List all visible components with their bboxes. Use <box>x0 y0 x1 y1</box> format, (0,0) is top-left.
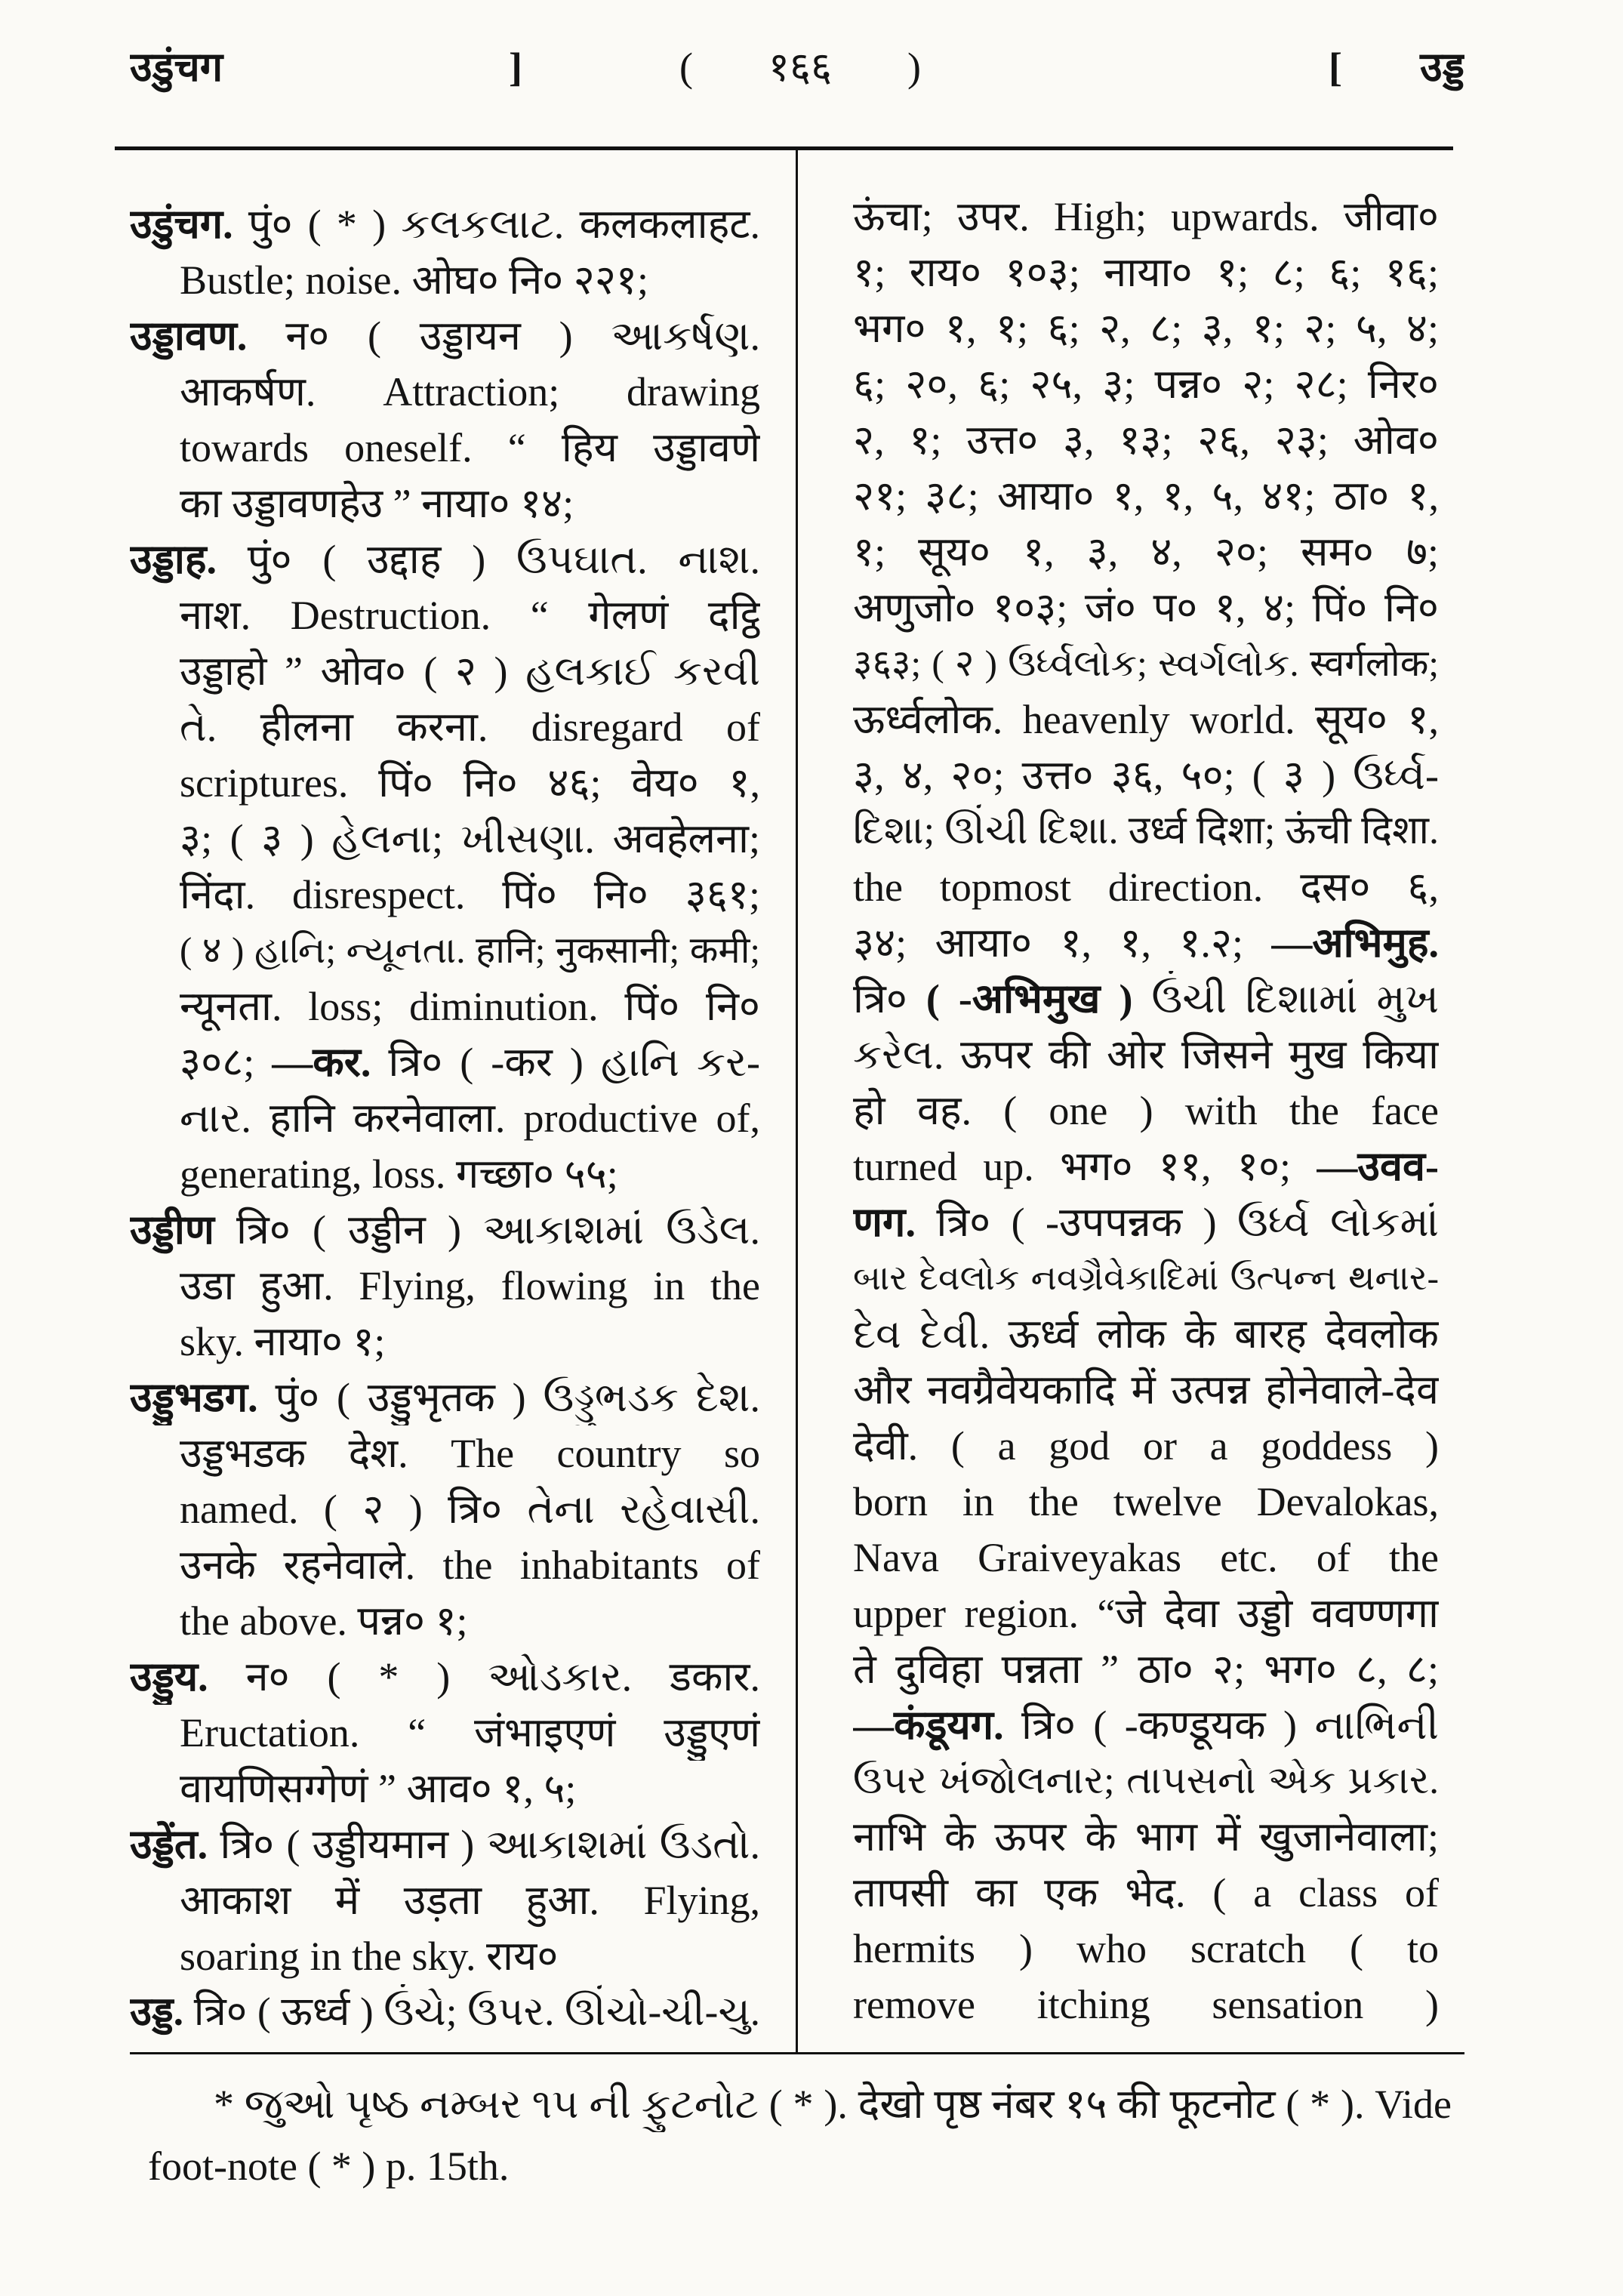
continuation-line: બાર દેવલોક નવગ્રૈવેકાદિમાં ઉત્પન્ન થનાર- <box>853 1259 1439 1297</box>
continuation-line: દેવ દેવી. ऊर्ध्व लोक के बारह देवलोक <box>853 1311 1439 1357</box>
continuation-line: soaring in the sky. राय० <box>180 1934 559 1979</box>
continuation-line: न्यूनता. loss; diminution. पिं० नि० <box>180 984 760 1029</box>
sub-entry-line <box>853 915 1439 971</box>
continuation-line: आकर्षण. Attraction; drawing <box>180 369 760 415</box>
headword: उड्डेंत. <box>130 1822 208 1867</box>
continuation-line: Bustle; noise. ओघ० नि० २२१; <box>180 257 649 303</box>
entry-text: त्रि० ( -कर ) હાનિ કર- <box>371 1040 760 1085</box>
page-number: ( १६६ ) <box>679 45 921 90</box>
column-divider <box>796 149 798 2054</box>
entry-line <box>130 1370 760 1425</box>
footnote-line: * જુઓ પૃષ્ઠ નમ્બર ૧૫ ની ફુટનોટ ( * ). देखो पृष्ठ नंबर १५ की फूटनोट ( * ). Vide <box>214 2082 1452 2127</box>
continuation-line: ऊंचा; उपर. High; upwards. जीवा० <box>853 194 1439 239</box>
sub-headword: —अभिमुह. <box>1271 920 1439 966</box>
continuation-line: हो वह. ( one ) with the face <box>853 1088 1439 1133</box>
reference-text: turned up. भग० ११, १०; <box>853 1144 1317 1189</box>
headword: उड्डुभडग. <box>130 1375 258 1420</box>
continuation-line: नाभि के ऊपर के भाग में खुजानेवाला; <box>853 1814 1439 1860</box>
sub-entry-line <box>853 1194 1439 1250</box>
left-column <box>130 196 760 2040</box>
entry-text: पुं० ( उड्डुभृतक ) ઉડ્ડુભડક દેશ. <box>257 1375 760 1420</box>
continuation-line: तापसी का एक भेद. ( a class of <box>853 1870 1439 1915</box>
continuation-line: २१; ३८; आया० १, १, ५, ४१; ठा० १, <box>853 473 1439 519</box>
continuation-line: Eructation. “ जंभाइएणं उड्डुएणं <box>180 1710 760 1755</box>
entry-text: त्रि० ( ऊर्ध्व ) ઉંચે; ઉપર. ઊંચો-ચી-ચુ. <box>183 1990 760 2034</box>
continuation-line: ઉપર ખંજોલનાર; તાપસનો એક પ્રકાર. <box>853 1760 1439 1802</box>
continuation-line: निंदा. disrespect. पिं० नि० ३६१; <box>180 872 760 917</box>
bottom-rule <box>130 2052 1464 2054</box>
sub-entry-line <box>180 1034 760 1090</box>
continuation-line: का उड्डावणहेउ ” नाया० १४; <box>180 481 574 526</box>
header-right-guide-word: [ उड्ड <box>1329 45 1464 90</box>
continuation-line: ३, ४, २०; उत्त० ३६, ५०; ( ३ ) ઉર્ધ્વ- <box>853 753 1439 798</box>
headword: उडुंचग. <box>130 202 233 247</box>
entry-text: त्रि० ( उड्डीयमान ) આકાશમાં ઉડતો. <box>208 1822 760 1867</box>
continuation-line: उडा हुआ. Flying, flowing in the <box>180 1263 760 1308</box>
entry-line <box>130 1817 760 1872</box>
continuation-line: the topmost direction. दस० ६, <box>853 864 1439 910</box>
header-left-guide-word: उडुंचग ] <box>130 45 522 90</box>
top-rule <box>115 146 1453 150</box>
continuation-line: upper region. “जे देवा उड्डो ववण्णगा <box>853 1591 1439 1636</box>
reference-text: ३०८; <box>180 1040 273 1085</box>
continuation-line: १; सूय० १, ३, ४, २०; सम० ७; <box>853 529 1439 575</box>
continuation-line: वायणिसग्गेणं ” आव० १, ५; <box>180 1766 577 1811</box>
entry-text: न० ( * ) ઓડકાર. डकार. <box>208 1654 760 1700</box>
sub-entry-line <box>853 971 1439 1027</box>
sub-headword: —कर. <box>272 1040 371 1085</box>
sub-headword: —कंडूयग. <box>853 1703 1004 1748</box>
continuation-line: ३; ( ३ ) હેલના; ખીસણા. अवहेलना; <box>180 816 760 861</box>
sanskrit-equivalent: ( -अभिमुख ) <box>925 976 1133 1022</box>
continuation-line: the above. पन्न० १; <box>180 1598 468 1644</box>
sub-entry-line <box>853 1697 1439 1753</box>
continuation-line: भग० १, १; ६; २, ८; ३, १; २; ५, ४; <box>853 306 1439 351</box>
continuation-line: sky. नाया० १; <box>180 1319 386 1364</box>
continuation-line: remove itching sensation ) <box>853 1982 1439 2027</box>
right-column <box>853 189 1439 2032</box>
continuation-line: દિશા; ઊંચી દિશા. उर्ध्व दिशा; ऊंची दिशा. <box>853 809 1439 852</box>
continuation-line: और नवग्रैवेयकादि में उत्पन्न होनेवाले-देव <box>853 1367 1439 1413</box>
headword: उड्डुय. <box>130 1654 208 1700</box>
continuation-line: ६; २०, ६; २५, ३; पन्न० २; २८; निर० <box>853 362 1439 407</box>
continuation-line: २, १; उत्त० ३, १३; २६, २३; ओव० <box>853 418 1439 463</box>
headword: उड्डावण. <box>130 313 248 359</box>
continuation-line: scriptures. पिं० नि० ४६; वेय० १, <box>180 760 760 806</box>
sub-headword: —उवव- <box>1317 1144 1439 1189</box>
continuation-line: उड्डभडक देश. The country so <box>180 1431 760 1476</box>
entry-line <box>130 1649 760 1705</box>
continuation-line: named. ( २ ) त्रि० તેના રહેવાસી. <box>180 1487 760 1532</box>
continuation-line: आकाश में उड़ता हुआ. Flying, <box>180 1878 760 1923</box>
continuation-line: નાર. हानि करनेवाला. productive of, <box>180 1096 760 1141</box>
continuation-line: अणुजो० १०३; जं० प० १, ४; पिं० नि० <box>853 585 1439 630</box>
entry-line <box>130 196 760 252</box>
continuation-line: उनके रहनेवाले. the inhabitants of <box>180 1542 760 1588</box>
entry-line <box>130 308 760 364</box>
entry-text: पुं० ( उद्दाह ) ઉપઘાત. નાશ. <box>217 537 760 582</box>
continuation-line: १; राय० १०३; नाया० १; ८; ६; १६; <box>853 250 1439 295</box>
entry-line <box>130 1202 760 1258</box>
continuation-line: hermits ) who scratch ( to <box>853 1926 1439 1971</box>
headword: उड्डाह. <box>130 537 217 582</box>
grammar-text: त्रि० <box>853 976 926 1022</box>
continuation-line: देवी. ( a god or a goddess ) <box>853 1423 1439 1469</box>
entry-text: त्रि० ( -उपपन्नक ) ઉર્ધ્વ લોકમાં <box>915 1200 1439 1245</box>
footnote-line: foot-note ( * ) p. 15th. <box>148 2143 510 2189</box>
continuation-line: उड्डाहो ” ओव० ( २ ) હલકાઈ કરવી <box>180 649 760 694</box>
entry-text: पुं० ( * ) કલકલાટ. कलकलाहट. <box>233 202 760 247</box>
sub-headword: णग. <box>853 1200 916 1245</box>
reference-text: ३४; आया० १, १, १.२; <box>853 920 1272 966</box>
continuation-line: ऊर्ध्वलोक. heavenly world. सूय० १, <box>853 697 1439 742</box>
continuation-line: ते दुविहा पन्नता ” ठा० २; भग० ८, ८; <box>853 1647 1439 1692</box>
entry-text: न० ( उड्डायन ) આકર્ષણ. <box>247 313 760 359</box>
entry-text: त्रि० ( -कण्डूयक ) નાભિની <box>1003 1703 1439 1748</box>
headword: उड्डीण <box>130 1207 214 1253</box>
headword: उड्ड. <box>130 1990 184 2034</box>
sub-entry-line <box>853 1139 1439 1194</box>
continuation-line: કરેલ. ऊपर की ओर जिसने मुख किया <box>853 1032 1439 1077</box>
continuation-line: ३६३; ( २ ) ઉર્ધ્વલોક; સ્વર્ગલોક. स्वर्गलोक; <box>853 643 1439 684</box>
continuation-line: ( ४ ) હાનિ; ન્યૂનતા. हानि; नुकसानी; कमी; <box>180 929 760 971</box>
continuation-line: नाश. Destruction. “ गेलणं दट्ठि <box>180 593 760 638</box>
continuation-line: તે. हीलना करना. disregard of <box>180 704 760 750</box>
entry-text: ઉંચી દિશામાં મુખ <box>1132 976 1439 1022</box>
continuation-line: Nava Graiveyakas etc. of the <box>853 1535 1439 1580</box>
entry-line <box>130 1984 760 2040</box>
continuation-line: generating, loss. गच्छा० ५५; <box>180 1151 618 1197</box>
entry-text: त्रि० ( उड्डीन ) આકાશમાં ઉડેલ. <box>214 1207 760 1253</box>
continuation-line: born in the twelve Devalokas, <box>853 1479 1439 1524</box>
entry-line <box>130 532 760 587</box>
continuation-line: towards oneself. “ हिय उड्डावणे <box>180 425 760 470</box>
